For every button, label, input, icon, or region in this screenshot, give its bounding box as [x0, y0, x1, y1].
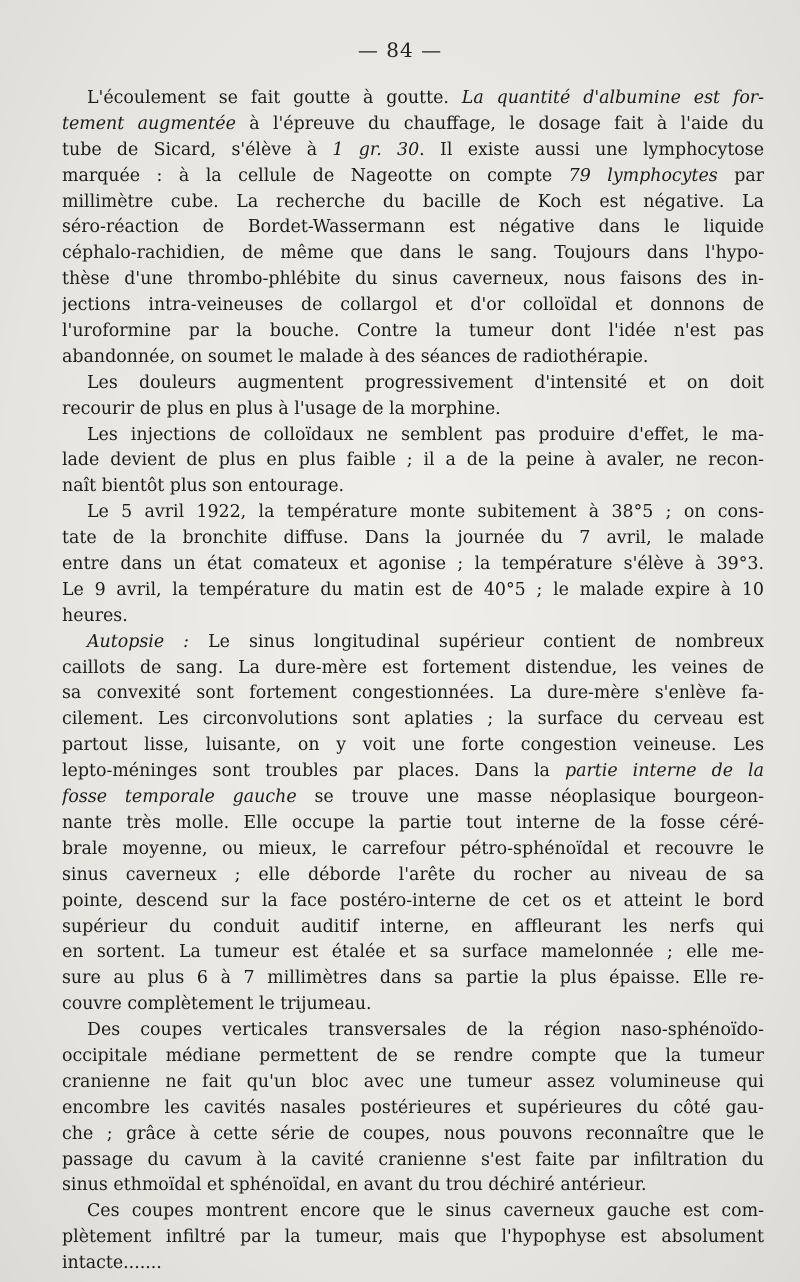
text-line: sinus caverneux ; elle déborde l'arête du rocher au niveau de sa	[62, 864, 764, 885]
text-line: jections intra-veineuses de collargol et d'or colloïdal et donnons de	[62, 295, 764, 316]
text-line: sure au plus 6 à 7 millimètres dans sa partie la plus épaisse. Elle re-	[62, 968, 764, 989]
text-line: en sortent. La tumeur est étalée et sa surface mamelonnée ; elle me-	[62, 942, 764, 963]
paragraph	[62, 500, 764, 629]
text-line: che ; grâce à cette série de coupes, nous pouvons reconnaître que le	[62, 1123, 764, 1144]
text-line: brale moyenne, ou mieux, le carrefour pétro-sphénoïdal et recouvre le	[62, 838, 764, 859]
text-line: tate de la bronchite diffuse. Dans la journée du 7 avril, le malade	[62, 528, 764, 549]
text-line: Les douleurs augmentent progressivement d'intensité et on doit	[87, 372, 764, 393]
text-line: Ces coupes montrent encore que le sinus caverneux gauche est com-	[87, 1201, 764, 1222]
text-line: tube de Sicard, s'élève à 1 gr. 30. Il existe aussi une lymphocytose	[62, 139, 764, 160]
text-line: recourir de plus en plus à l'usage de la morphine.	[62, 398, 501, 419]
text-line: l'uroformine par la bouche. Contre la tumeur dont l'idée n'est pas	[62, 321, 764, 342]
text-line: millimètre cube. La recherche du bacille de Koch est négative. La	[62, 191, 764, 212]
text-line: tement augmentée à l'épreuve du chauffage, le dosage fait à l'aide du	[62, 113, 764, 134]
paragraph	[62, 86, 764, 371]
text-line: cilement. Les circonvolutions sont aplaties ; la surface du cerveau est	[62, 709, 764, 730]
text-line: Le 5 avril 1922, la température monte subitement à 38°5 ; on cons-	[87, 502, 764, 523]
text-line: intacte.......	[62, 1253, 162, 1274]
body-text	[62, 86, 764, 1277]
page-number: — 84 —	[357, 38, 443, 62]
text-line: naît bientôt plus son entourage.	[62, 476, 345, 497]
text-line: sinus ethmoïdal et sphénoïdal, en avant du trou déchiré antérieur.	[62, 1175, 647, 1196]
text-line: Les injections de colloïdaux ne semblent pas produire d'effet, le ma-	[87, 424, 764, 445]
text-line: passage du cavum à la cavité cranienne s'est faite par infiltration du	[62, 1149, 764, 1170]
text-line: séro-réaction de Bordet-Wassermann est négative dans le liquide	[62, 217, 764, 238]
text-line: caillots de sang. La dure-mère est fortement distendue, les veines de	[62, 657, 764, 678]
text-line: heures.	[62, 605, 128, 626]
text-line: L'écoulement se fait goutte à goutte. La quantité d'albumine est for-	[87, 88, 764, 108]
text-line: entre dans un état comateux et agonise ; la température s'élève à 39°3.	[62, 554, 764, 575]
text-line: cranienne ne fait qu'un bloc avec une tumeur assez volumineuse qui	[62, 1071, 764, 1092]
text-line: plètement infiltré par la tumeur, mais que l'hypophyse est absolument	[62, 1227, 764, 1248]
text-line: Le 9 avril, la température du matin est de 40°5 ; le malade expire à 10	[62, 579, 764, 600]
paragraph	[62, 630, 764, 1018]
text-line: céphalo-rachidien, de même que dans le sang. Toujours dans l'hypo-	[62, 243, 764, 264]
text-line: pointe, descend sur la face postéro-interne de cet os et atteint le bord	[62, 890, 764, 911]
text-line: couvre complètement le trijumeau.	[62, 994, 372, 1015]
text-line: sa convexité sont fortement congestionnées. La dure-mère s'enlève fa-	[62, 683, 764, 704]
paragraph	[62, 423, 764, 501]
text-line: fosse temporale gauche se trouve une masse néoplasique bourgeon-	[62, 787, 764, 808]
text-line: thèse d'une thrombo-phlébite du sinus caverneux, nous faisons des in-	[62, 269, 764, 290]
text-line: marquée : à la cellule de Nageotte on compte 79 lymphocytes par	[62, 165, 764, 186]
paragraph	[62, 1018, 764, 1199]
text-line: Des coupes verticales transversales de la région naso-sphénoïdo-	[87, 1020, 764, 1041]
text-line: Autopsie : Le sinus longitudinal supérieur contient de nombreux	[87, 631, 764, 652]
text-line: occipitale médiane permettent de se rendre compte que la tumeur	[62, 1045, 764, 1066]
text-line: nante très molle. Elle occupe la partie tout interne de la fosse céré-	[62, 812, 764, 833]
text-line: supérieur du conduit auditif interne, en affleurant les nerfs qui	[62, 916, 764, 937]
text-line: partout lisse, luisante, on y voit une forte congestion veineuse. Les	[62, 735, 764, 756]
text-line: abandonnée, on soumet le malade à des séances de radiothérapie.	[62, 346, 649, 367]
text-line: lepto-méninges sont troubles par places. Dans la partie interne de la	[62, 761, 764, 782]
paragraph	[62, 371, 764, 423]
paragraph	[62, 1199, 764, 1277]
text-line: encombre les cavités nasales postérieures et supérieures du côté gau-	[62, 1097, 764, 1118]
text-line: lade devient de plus en plus faible ; il a de la peine à avaler, ne recon-	[62, 450, 764, 471]
